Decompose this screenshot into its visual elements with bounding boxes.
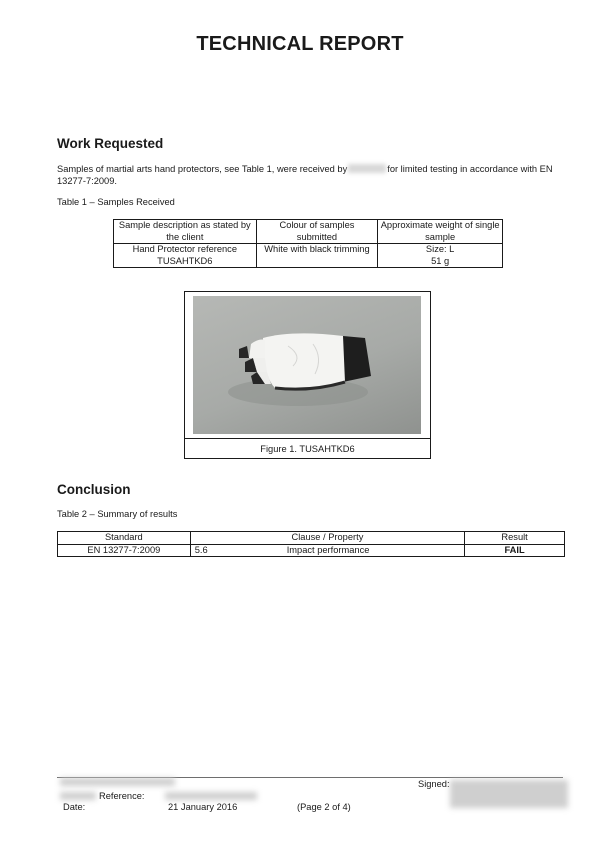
work-requested-heading: Work Requested <box>57 136 164 151</box>
results-table <box>57 531 565 557</box>
table-header-cell: Approximate weight of single sample <box>378 220 503 244</box>
table-header-cell: Colour of samples submitted <box>256 220 378 244</box>
redacted-name <box>348 164 386 173</box>
report-title: TECHNICAL REPORT <box>196 33 404 55</box>
redacted-text <box>165 792 257 800</box>
table-cell: Hand Protector reference TUSAHTKD6 <box>114 244 257 268</box>
clause-property: Impact performance <box>286 544 370 555</box>
figure-caption: Figure 1. TUSAHTKD6 <box>185 438 430 459</box>
weight-value: 51 g <box>431 255 450 266</box>
date-value: 21 January 2016 <box>168 802 238 812</box>
glove-illustration <box>193 296 421 434</box>
redacted-text <box>60 792 96 800</box>
table-row <box>114 220 503 244</box>
clause-cell <box>190 544 464 557</box>
redacted-text <box>60 778 175 786</box>
table-row <box>114 244 503 268</box>
date-label: Date: <box>63 802 86 812</box>
table-header-cell: Result <box>465 532 565 545</box>
redacted-signature <box>450 780 568 808</box>
table-cell <box>378 244 503 268</box>
reference-label: Reference: <box>99 791 145 801</box>
size-value: Size: L <box>425 244 455 254</box>
table-header-cell: Standard <box>58 532 191 545</box>
sample-photo <box>193 296 421 434</box>
work-requested-text <box>57 163 562 187</box>
table-cell: White with black trimming <box>256 244 378 268</box>
result-cell: FAIL <box>465 544 565 557</box>
standard-cell: EN 13277-7:2009 <box>58 544 191 557</box>
work-requested-text-part2: for limited testing in accordance with EN 13277-7:2009. <box>57 164 553 186</box>
table-row <box>58 532 565 545</box>
table-row <box>58 544 565 557</box>
page-number: (Page 2 of 4) <box>297 802 351 812</box>
clause-number: 5.6 <box>194 544 208 555</box>
table-header-cell: Clause / Property <box>190 532 464 545</box>
table1-caption: Table 1 – Samples Received <box>57 197 175 207</box>
work-requested-text-part1: Samples of martial arts hand protectors, see Table 1, were received by <box>57 164 348 174</box>
table-header-cell: Sample description as stated by the client <box>114 220 257 244</box>
conclusion-heading: Conclusion <box>57 482 131 497</box>
samples-table <box>113 219 503 268</box>
figure-1 <box>184 291 431 459</box>
signed-label: Signed: <box>418 779 450 789</box>
table2-caption: Table 2 – Summary of results <box>57 509 178 519</box>
